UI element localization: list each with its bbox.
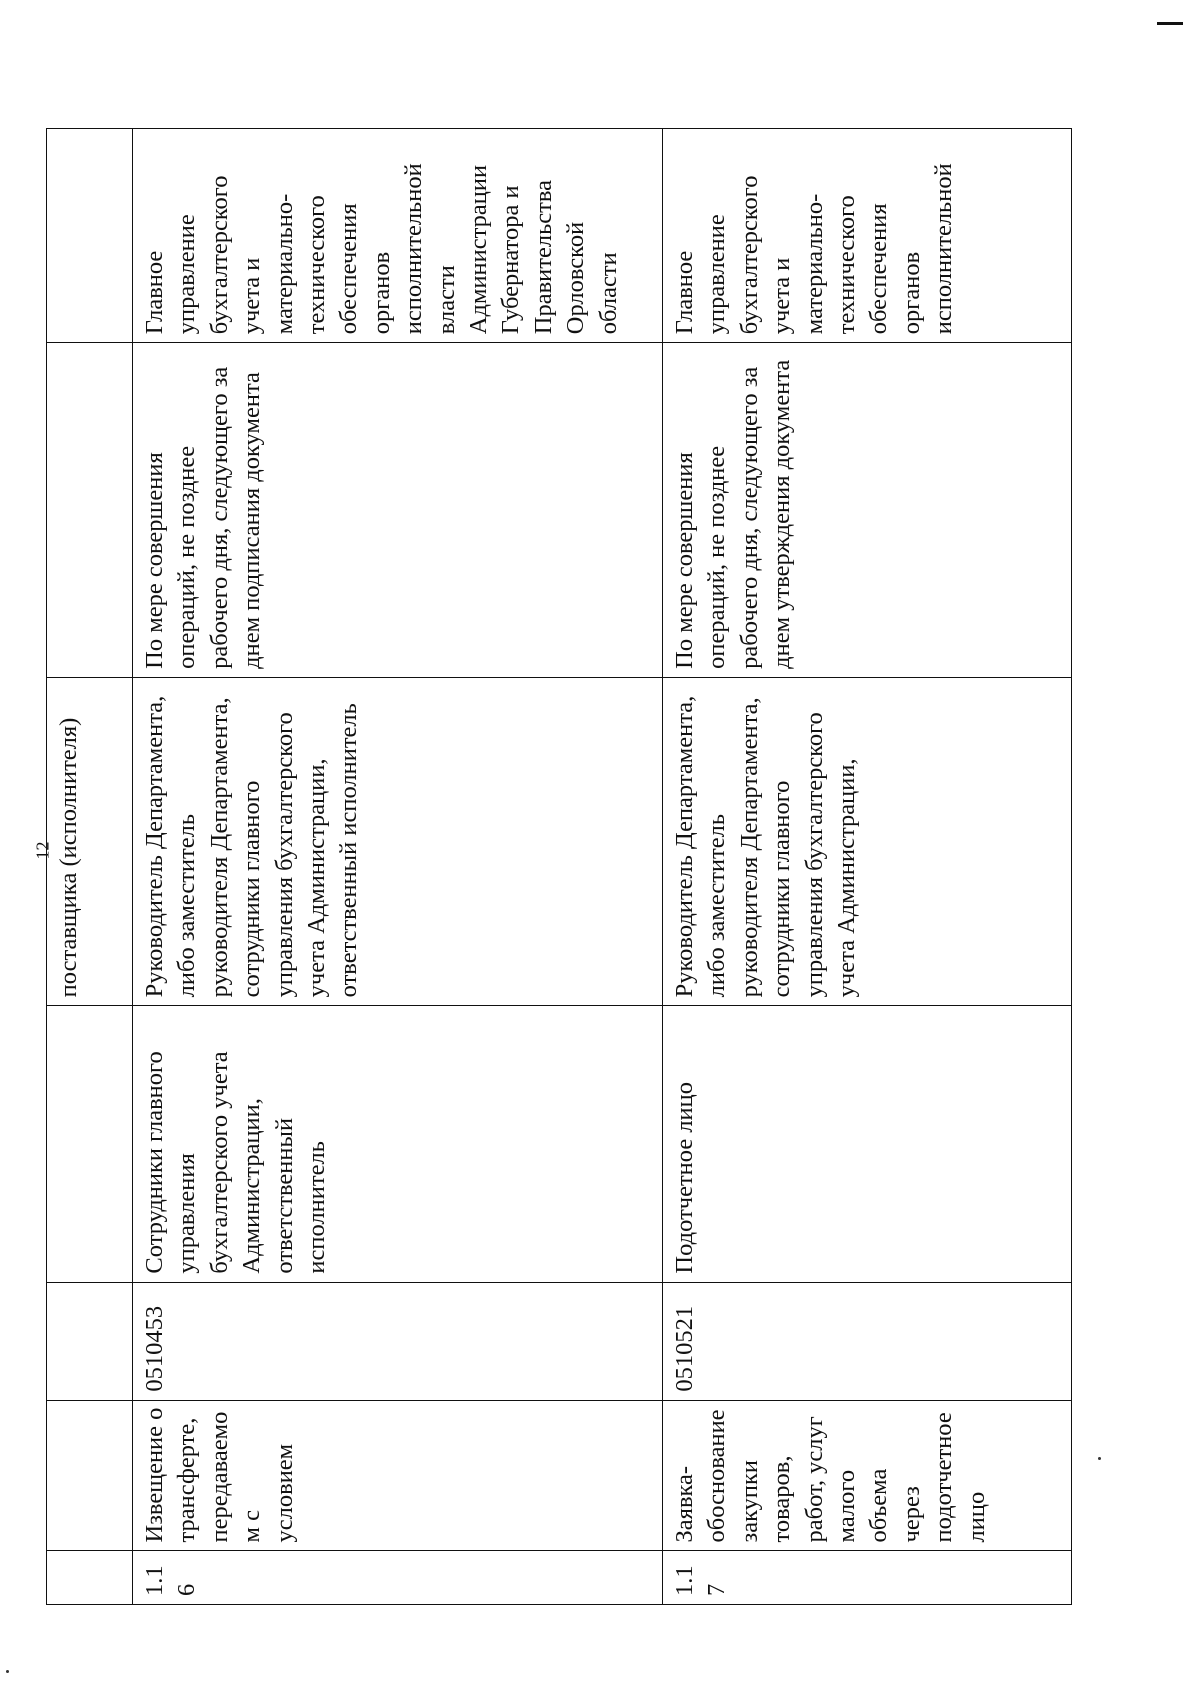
cell-term: По мере совершения операций, не позднее рабочего дня, следующего за днем подписания документа [133, 343, 663, 678]
cell-term [47, 343, 133, 678]
cell-responsible [47, 1006, 133, 1282]
cell-signer: поставщика (исполнителя) [47, 677, 133, 1006]
cell-responsible: Сотрудники главного управления бухгалтерского учета Администрации, ответственный исполнитель [133, 1006, 663, 1282]
cell-name: Извещение о трансферте, передаваемом с условием [133, 1400, 663, 1551]
cell-num: 1.16 [133, 1551, 663, 1605]
cell-responsible: Подотчетное лицо [663, 1006, 1072, 1282]
cell-destination [47, 129, 133, 343]
cell-signer: Руководитель Департамента, либо заместитель руководителя Департамента, сотрудники главного управления бухгалтерского учета Администрации, [663, 677, 1072, 1006]
cell-code [47, 1282, 133, 1400]
cell-term: По мере совершения операций, не позднее рабочего дня, следующего за днем утверждения документа [663, 343, 1072, 678]
table-row-header-fragment [47, 129, 133, 1605]
cell-name [47, 1400, 133, 1551]
cell-num [47, 1551, 133, 1605]
document-table [46, 128, 1072, 1605]
table-row [663, 129, 1072, 1605]
scan-speck [1098, 1457, 1101, 1460]
cell-signer: Руководитель Департамента, либо заместитель руководителя Департамента, сотрудники главного управления бухгалтерского учета Администрации, ответственный исполнитель [133, 677, 663, 1006]
cell-num: 1.17 [663, 1551, 1072, 1605]
scan-speck [6, 1670, 9, 1673]
scan-edge-mark [1157, 22, 1183, 25]
cell-code: 0510521 [663, 1282, 1072, 1400]
cell-destination: Главное управление бухгалтерского учета и материально-технического обеспечения органов исполнительной власти Администрации Губернатора и Правительства Орловской области [133, 129, 663, 343]
cell-name: Заявка-обоснование закупки товаров, работ, услуг малого объема через подотчетное лицо [663, 1400, 1072, 1551]
cell-destination: Главное управление бухгалтерского учета и материально-технического обеспечения органов исполнительной [663, 129, 1072, 343]
table-row [133, 129, 663, 1605]
document-table-wrapper [46, 128, 1071, 1605]
cell-code: 0510453 [133, 1282, 663, 1400]
page-number: 12 [32, 841, 53, 860]
